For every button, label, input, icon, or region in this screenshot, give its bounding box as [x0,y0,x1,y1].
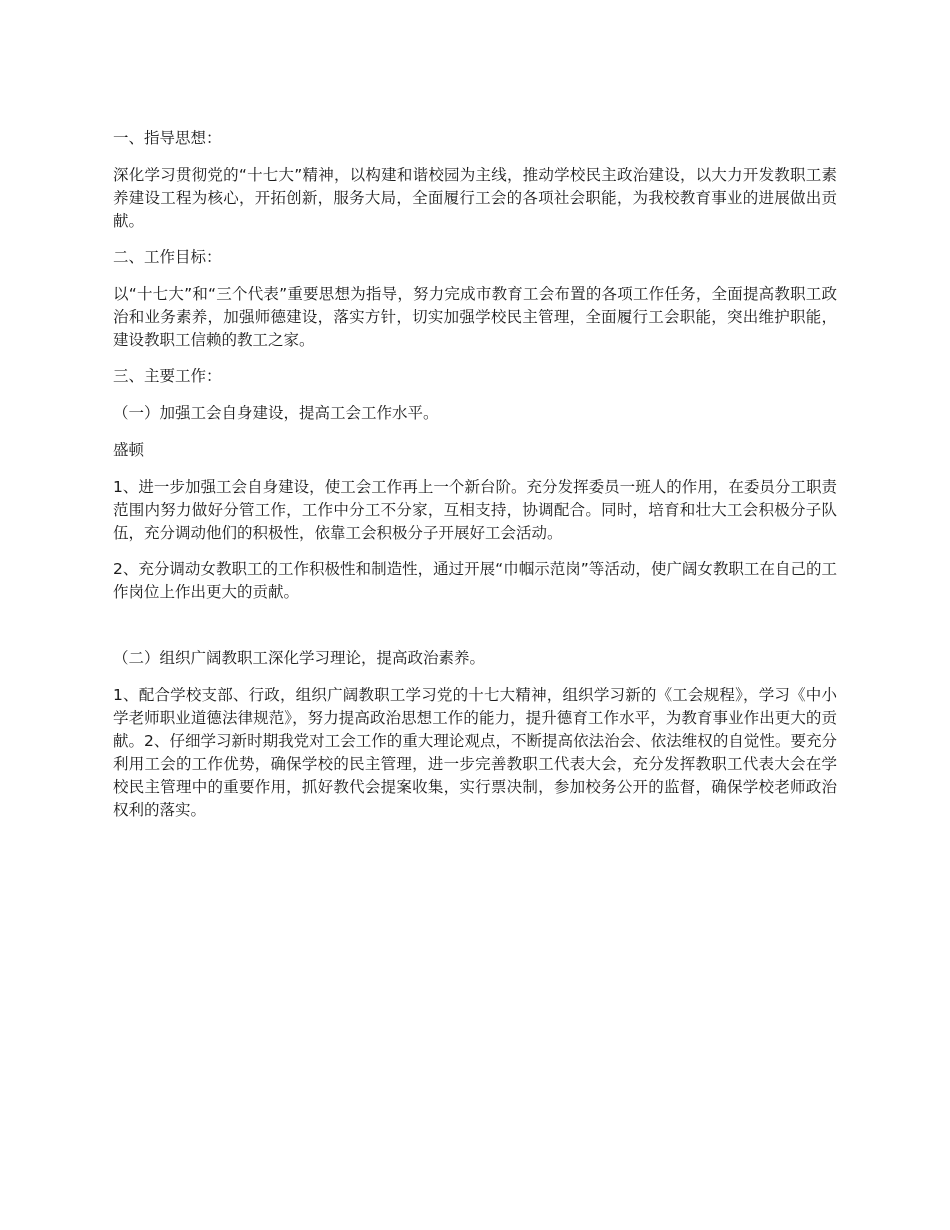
section-heading-guiding-ideology: 一、指导思想： [113,129,222,147]
subsection-heading-union-building: （一）加强工会自身建设，提高工会工作水平。 [113,404,439,422]
theory-study-paragraph: 1、配合学校支部、行政，组织广阔教职工学习党的十七大精神，组织学习新的《工会规程》，学习《中小学老师职业道德法律规范》，努力提高政治思想工作的能力，提升德育工作水平，为教育事业作出更大的贡献。2、仔细学习新时期我党对工会工作的重大理论观点，不断提高依法治会、依法维权的自觉性。要充分利用工会的工作优势，确保学校的民主管理，进一步完善教职工代表大会，充分发挥教职工代表大会在学校民主管理中的重要作用，抓好教代会提案收集，实行票决制，参加校务公开的监督，确保学校老师政治权利的落实。 [113,686,837,819]
guiding-ideology-paragraph: 深化学习贯彻党的“十七大”精神，以构建和谐校园为主线，推动学校民主政治建设，以大力开发教职工素养建设工程为核心，开拓创新，服务大局，全面履行工会的各项社会职能，为我校教育事业的进展做出贡献。 [113,166,837,230]
section-heading-work-goals: 二、工作目标： [113,248,222,266]
section-heading-main-work: 三、主要工作： [113,367,222,385]
subsection-heading-theory-study: （二）组织广阔教职工深化学习理论，提高政治素养。 [113,649,486,667]
union-building-item-1: 1、进一步加强工会自身建设，使工会工作再上一个新台阶。充分发挥委员一班人的作用，在委员分工职责范围内努力做好分管工作，工作中分工不分家，互相支持，协调配合。同时，培育和壮大工会积极分子队伍，充分调动他们的积极性，依靠工会积极分子开展好工会活动。 [113,478,837,542]
document-body [113,127,837,835]
stray-text-line: 盛顿 [113,441,145,459]
union-building-item-2: 2、充分调动女教职工的工作积极性和制造性，通过开展“巾帼示范岗”等活动，使广阔女教职工在自己的工作岗位上作出更大的贡献。 [113,560,837,601]
work-goals-paragraph: 以“十七大”和“三个代表”重要思想为指导，努力完成市教育工会布置的各项工作任务，全面提高教职工政治和业务素养，加强师德建设，落实方针，切实加强学校民主管理，全面履行工会职能，突出维护职能，建设教职工信赖的教工之家。 [113,285,837,349]
